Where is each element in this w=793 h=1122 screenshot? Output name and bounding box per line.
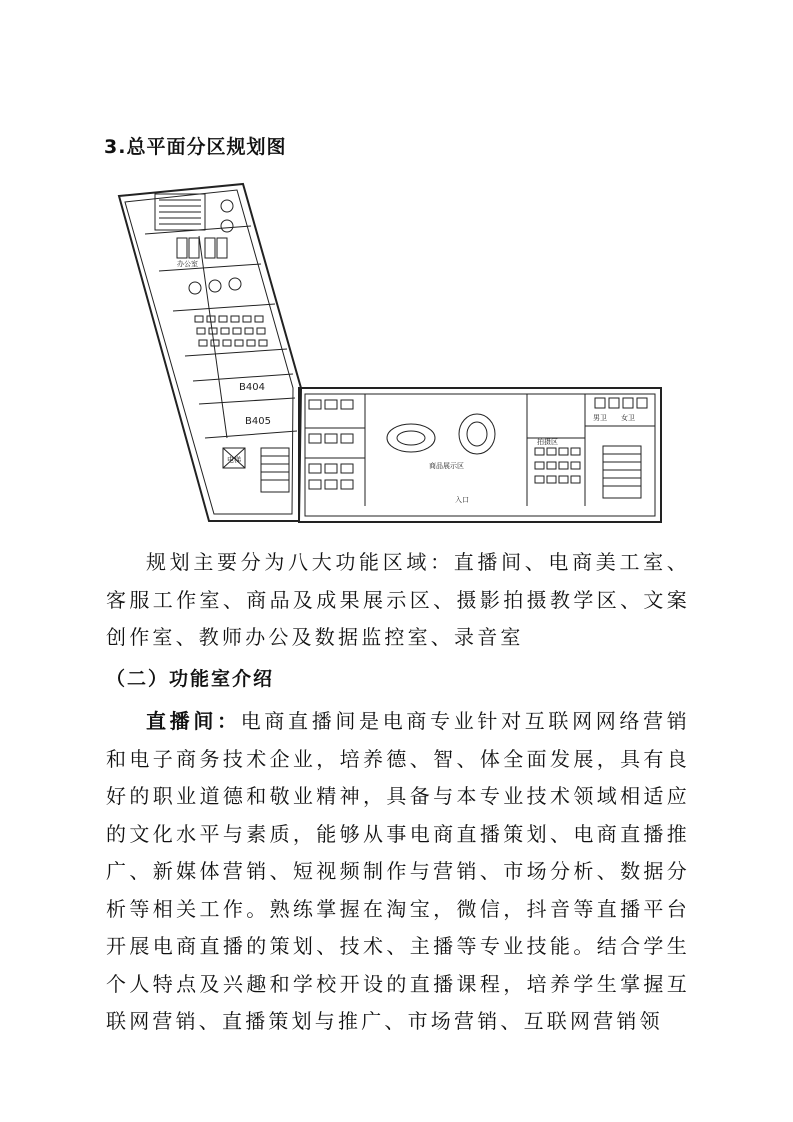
live-room-paragraph [106, 703, 690, 1041]
intro-paragraph: 规划主要分为八大功能区域：直播间、电商美工室、客服工作室、商品及成果展示区、摄影拍摄教学区、文案创作室、教师办公及数据监控室、录音室 [106, 550, 690, 649]
label-toilet-male: 男卫 [593, 414, 607, 422]
subsection-heading: （二）功能室介绍 [106, 668, 275, 690]
label-elevator: 电梯 [227, 456, 241, 464]
display-table-left [387, 424, 435, 452]
floor-plan [115, 176, 663, 528]
label-display-area: 商品展示区 [429, 462, 464, 470]
label-toilet-female: 女卫 [621, 414, 635, 422]
display-table-right [459, 414, 495, 454]
label-entrance: 入口 [455, 496, 469, 504]
live-room-description: 电商直播间是电商专业针对互联网网络营销和电子商务技术企业，培养德、智、体全面发展，具有良好的职业道德和敬业精神，具备与本专业技术领域相适应的文化水平与素质，能够从事电商直播策划、电商直播推广、新媒体营销、短视频制作与营销、市场分析、数据分析等相关工作。熟练掌握在淘宝，微信，抖音等直播平台开展电商直播的策划、技术、主播等专业技能。结合学生个人特点及兴趣和学校开设的直播课程，培养学生掌握互联网营销、直播策划与推广、市场营销、互联网营销领 [106, 709, 690, 1033]
slanted-wing-outline [119, 184, 301, 521]
label-shooting-area: 拍摄区 [537, 438, 558, 446]
label-b405: B405 [245, 416, 271, 427]
workstations [309, 400, 353, 489]
section-heading: 3.总平面分区规划图 [104, 136, 287, 158]
label-office: 办公室 [177, 260, 198, 268]
classroom-desks [195, 316, 267, 346]
label-b404: B404 [239, 382, 265, 393]
live-room-term: 直播间： [146, 709, 241, 733]
